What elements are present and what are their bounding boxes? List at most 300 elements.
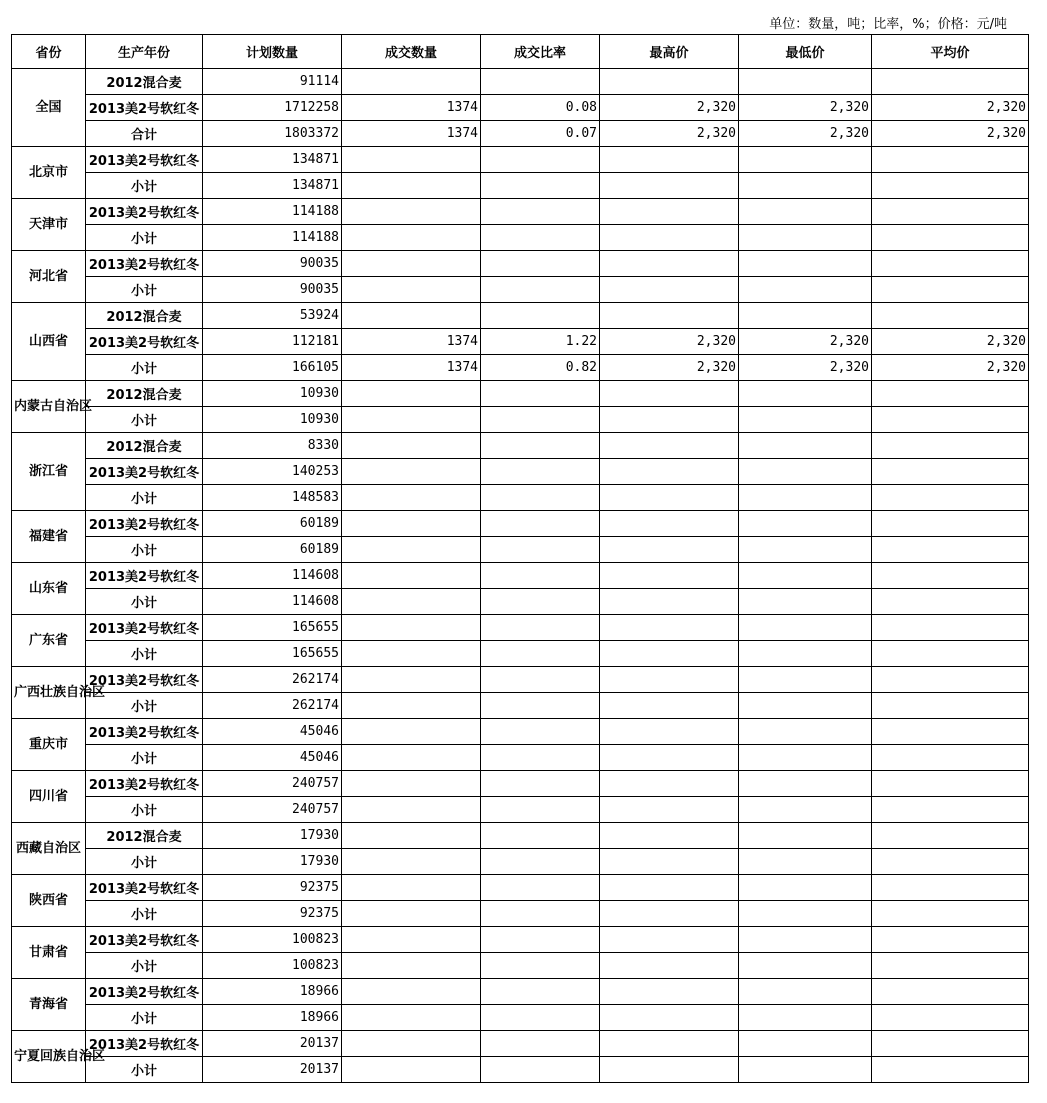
- min-price-cell: [739, 69, 872, 95]
- deal-cell: [342, 719, 481, 745]
- planned-cell: 112181: [203, 329, 342, 355]
- avg-price-cell: [872, 953, 1029, 979]
- year-cell: 小计: [86, 641, 203, 667]
- province-cell: 山西省: [12, 303, 86, 381]
- min-price-cell: [739, 589, 872, 615]
- ratio-cell: [481, 511, 600, 537]
- deal-cell: [342, 303, 481, 329]
- deal-cell: [342, 459, 481, 485]
- deal-cell: [342, 225, 481, 251]
- min-price-cell: [739, 407, 872, 433]
- year-cell: 小计: [86, 407, 203, 433]
- deal-cell: [342, 901, 481, 927]
- deal-cell: [342, 745, 481, 771]
- min-price-cell: [739, 173, 872, 199]
- header-year: 生产年份: [86, 35, 203, 69]
- avg-price-cell: [872, 303, 1029, 329]
- avg-price-cell: [872, 173, 1029, 199]
- avg-price-cell: [872, 147, 1029, 173]
- avg-price-cell: 2,320: [872, 329, 1029, 355]
- table-row: [12, 355, 1029, 381]
- max-price-cell: [600, 875, 739, 901]
- header-max-price: 最高价: [600, 35, 739, 69]
- max-price-cell: [600, 225, 739, 251]
- ratio-cell: [481, 485, 600, 511]
- province-cell: 河北省: [12, 251, 86, 303]
- table-row: [12, 979, 1029, 1005]
- ratio-cell: 0.08: [481, 95, 600, 121]
- year-cell: 2013美2号软红冬: [86, 459, 203, 485]
- deal-cell: 1374: [342, 121, 481, 147]
- deal-cell: [342, 251, 481, 277]
- max-price-cell: [600, 563, 739, 589]
- min-price-cell: [739, 251, 872, 277]
- planned-cell: 134871: [203, 147, 342, 173]
- year-cell: 小计: [86, 355, 203, 381]
- planned-cell: 20137: [203, 1057, 342, 1083]
- deal-cell: [342, 173, 481, 199]
- max-price-cell: [600, 147, 739, 173]
- min-price-cell: [739, 303, 872, 329]
- ratio-cell: [481, 225, 600, 251]
- min-price-cell: [739, 615, 872, 641]
- min-price-cell: [739, 459, 872, 485]
- year-cell: 2012混合麦: [86, 303, 203, 329]
- max-price-cell: [600, 69, 739, 95]
- deal-cell: [342, 615, 481, 641]
- min-price-cell: [739, 693, 872, 719]
- deal-cell: [342, 927, 481, 953]
- deal-cell: [342, 693, 481, 719]
- table-row: [12, 1005, 1029, 1031]
- year-cell: 2013美2号软红冬: [86, 199, 203, 225]
- min-price-cell: [739, 563, 872, 589]
- avg-price-cell: [872, 563, 1029, 589]
- max-price-cell: [600, 459, 739, 485]
- avg-price-cell: [872, 537, 1029, 563]
- year-cell: 小计: [86, 589, 203, 615]
- deal-cell: [342, 849, 481, 875]
- header-min-price: 最低价: [739, 35, 872, 69]
- table-row: [12, 459, 1029, 485]
- avg-price-cell: [872, 433, 1029, 459]
- table-row: [12, 615, 1029, 641]
- min-price-cell: 2,320: [739, 95, 872, 121]
- ratio-cell: [481, 849, 600, 875]
- avg-price-cell: [872, 381, 1029, 407]
- planned-cell: 92375: [203, 901, 342, 927]
- min-price-cell: [739, 901, 872, 927]
- min-price-cell: [739, 1057, 872, 1083]
- deal-cell: [342, 69, 481, 95]
- avg-price-cell: 2,320: [872, 355, 1029, 381]
- year-cell: 小计: [86, 173, 203, 199]
- ratio-cell: [481, 407, 600, 433]
- max-price-cell: [600, 745, 739, 771]
- min-price-cell: [739, 797, 872, 823]
- min-price-cell: [739, 875, 872, 901]
- planned-cell: 90035: [203, 251, 342, 277]
- avg-price-cell: [872, 1031, 1029, 1057]
- ratio-cell: [481, 797, 600, 823]
- ratio-cell: [481, 433, 600, 459]
- year-cell: 2013美2号软红冬: [86, 511, 203, 537]
- ratio-cell: [481, 1031, 600, 1057]
- unit-note: 单位：数量，吨；比率，%；价格：元/吨: [769, 17, 1007, 32]
- year-cell: 小计: [86, 225, 203, 251]
- table-row: [12, 1057, 1029, 1083]
- planned-cell: 10930: [203, 381, 342, 407]
- ratio-cell: [481, 173, 600, 199]
- ratio-cell: [481, 1057, 600, 1083]
- deal-cell: [342, 147, 481, 173]
- planned-cell: 18966: [203, 979, 342, 1005]
- max-price-cell: [600, 693, 739, 719]
- table-row: [12, 953, 1029, 979]
- deal-cell: [342, 589, 481, 615]
- ratio-cell: [481, 693, 600, 719]
- ratio-cell: [481, 901, 600, 927]
- table-row: [12, 667, 1029, 693]
- ratio-cell: [481, 875, 600, 901]
- max-price-cell: [600, 615, 739, 641]
- table-row: [12, 823, 1029, 849]
- min-price-cell: [739, 979, 872, 1005]
- header-planned: 计划数量: [203, 35, 342, 69]
- province-cell: 青海省: [12, 979, 86, 1031]
- max-price-cell: [600, 199, 739, 225]
- planned-cell: 165655: [203, 641, 342, 667]
- deal-cell: [342, 511, 481, 537]
- planned-cell: 53924: [203, 303, 342, 329]
- min-price-cell: [739, 849, 872, 875]
- deal-cell: [342, 641, 481, 667]
- ratio-cell: [481, 1005, 600, 1031]
- min-price-cell: [739, 927, 872, 953]
- max-price-cell: [600, 953, 739, 979]
- province-cell: 陕西省: [12, 875, 86, 927]
- max-price-cell: [600, 641, 739, 667]
- province-cell: 北京市: [12, 147, 86, 199]
- avg-price-cell: [872, 615, 1029, 641]
- planned-cell: 140253: [203, 459, 342, 485]
- table-row: [12, 251, 1029, 277]
- year-cell: 2013美2号软红冬: [86, 667, 203, 693]
- year-cell: 2012混合麦: [86, 823, 203, 849]
- deal-cell: [342, 953, 481, 979]
- avg-price-cell: [872, 745, 1029, 771]
- max-price-cell: [600, 797, 739, 823]
- max-price-cell: [600, 849, 739, 875]
- planned-cell: 114188: [203, 225, 342, 251]
- avg-price-cell: [872, 1005, 1029, 1031]
- min-price-cell: 2,320: [739, 329, 872, 355]
- table-row: [12, 875, 1029, 901]
- province-cell: 全国: [12, 69, 86, 147]
- table-row: [12, 329, 1029, 355]
- year-cell: 小计: [86, 1005, 203, 1031]
- year-cell: 2013美2号软红冬: [86, 927, 203, 953]
- header-ratio: 成交比率: [481, 35, 600, 69]
- table-row: [12, 433, 1029, 459]
- auction-results-table: [11, 34, 1029, 1083]
- ratio-cell: 1.22: [481, 329, 600, 355]
- table-row: [12, 589, 1029, 615]
- table-row: [12, 277, 1029, 303]
- year-cell: 小计: [86, 693, 203, 719]
- avg-price-cell: [872, 589, 1029, 615]
- table-row: [12, 381, 1029, 407]
- min-price-cell: 2,320: [739, 121, 872, 147]
- ratio-cell: [481, 459, 600, 485]
- max-price-cell: [600, 589, 739, 615]
- table-row: [12, 199, 1029, 225]
- ratio-cell: [481, 823, 600, 849]
- table-row: [12, 927, 1029, 953]
- table-row: [12, 69, 1029, 95]
- deal-cell: [342, 979, 481, 1005]
- min-price-cell: [739, 953, 872, 979]
- deal-cell: [342, 485, 481, 511]
- max-price-cell: [600, 1057, 739, 1083]
- avg-price-cell: [872, 459, 1029, 485]
- table-row: [12, 511, 1029, 537]
- planned-cell: 262174: [203, 667, 342, 693]
- planned-cell: 18966: [203, 1005, 342, 1031]
- table-row: [12, 901, 1029, 927]
- year-cell: 2013美2号软红冬: [86, 147, 203, 173]
- planned-cell: 1712258: [203, 95, 342, 121]
- ratio-cell: [481, 147, 600, 173]
- province-cell: 重庆市: [12, 719, 86, 771]
- avg-price-cell: [872, 927, 1029, 953]
- deal-cell: [342, 797, 481, 823]
- table-row: [12, 537, 1029, 563]
- ratio-cell: [481, 953, 600, 979]
- min-price-cell: 2,320: [739, 355, 872, 381]
- planned-cell: 114608: [203, 589, 342, 615]
- year-cell: 小计: [86, 1057, 203, 1083]
- table-body: [12, 69, 1029, 1083]
- deal-cell: [342, 407, 481, 433]
- min-price-cell: [739, 1005, 872, 1031]
- year-cell: 2012混合麦: [86, 381, 203, 407]
- min-price-cell: [739, 485, 872, 511]
- deal-cell: [342, 433, 481, 459]
- max-price-cell: [600, 667, 739, 693]
- planned-cell: 8330: [203, 433, 342, 459]
- planned-cell: 262174: [203, 693, 342, 719]
- max-price-cell: [600, 277, 739, 303]
- avg-price-cell: [872, 667, 1029, 693]
- table-row: [12, 173, 1029, 199]
- avg-price-cell: [872, 901, 1029, 927]
- planned-cell: 1803372: [203, 121, 342, 147]
- planned-cell: 240757: [203, 771, 342, 797]
- table-row: [12, 1031, 1029, 1057]
- ratio-cell: 0.07: [481, 121, 600, 147]
- deal-cell: [342, 1031, 481, 1057]
- max-price-cell: [600, 433, 739, 459]
- ratio-cell: [481, 979, 600, 1005]
- planned-cell: 165655: [203, 615, 342, 641]
- year-cell: 2013美2号软红冬: [86, 719, 203, 745]
- ratio-cell: [481, 615, 600, 641]
- max-price-cell: [600, 901, 739, 927]
- year-cell: 2013美2号软红冬: [86, 875, 203, 901]
- planned-cell: 114608: [203, 563, 342, 589]
- table-row: [12, 121, 1029, 147]
- ratio-cell: [481, 771, 600, 797]
- planned-cell: 90035: [203, 277, 342, 303]
- deal-cell: [342, 823, 481, 849]
- avg-price-cell: [872, 251, 1029, 277]
- table-row: [12, 407, 1029, 433]
- ratio-cell: 0.82: [481, 355, 600, 381]
- year-cell: 2012混合麦: [86, 69, 203, 95]
- year-cell: 2013美2号软红冬: [86, 329, 203, 355]
- avg-price-cell: [872, 485, 1029, 511]
- max-price-cell: [600, 823, 739, 849]
- year-cell: 小计: [86, 485, 203, 511]
- avg-price-cell: [872, 849, 1029, 875]
- table-row: [12, 849, 1029, 875]
- table-row: [12, 771, 1029, 797]
- year-cell: 小计: [86, 849, 203, 875]
- min-price-cell: [739, 225, 872, 251]
- max-price-cell: 2,320: [600, 121, 739, 147]
- ratio-cell: [481, 69, 600, 95]
- year-cell: 2013美2号软红冬: [86, 979, 203, 1005]
- header-avg-price: 平均价: [872, 35, 1029, 69]
- planned-cell: 60189: [203, 511, 342, 537]
- avg-price-cell: [872, 719, 1029, 745]
- deal-cell: [342, 381, 481, 407]
- avg-price-cell: [872, 199, 1029, 225]
- deal-cell: [342, 537, 481, 563]
- max-price-cell: [600, 719, 739, 745]
- max-price-cell: [600, 927, 739, 953]
- planned-cell: 134871: [203, 173, 342, 199]
- ratio-cell: [481, 199, 600, 225]
- year-cell: 2012混合麦: [86, 433, 203, 459]
- max-price-cell: [600, 251, 739, 277]
- ratio-cell: [481, 927, 600, 953]
- avg-price-cell: [872, 511, 1029, 537]
- ratio-cell: [481, 563, 600, 589]
- planned-cell: 60189: [203, 537, 342, 563]
- planned-cell: 100823: [203, 953, 342, 979]
- province-cell: 内蒙古自治区: [12, 381, 86, 433]
- max-price-cell: 2,320: [600, 95, 739, 121]
- planned-cell: 17930: [203, 849, 342, 875]
- avg-price-cell: [872, 225, 1029, 251]
- table-row: [12, 147, 1029, 173]
- max-price-cell: [600, 1005, 739, 1031]
- table-row: [12, 485, 1029, 511]
- province-cell: 宁夏回族自治区: [12, 1031, 86, 1083]
- max-price-cell: [600, 979, 739, 1005]
- ratio-cell: [481, 277, 600, 303]
- max-price-cell: [600, 303, 739, 329]
- avg-price-cell: [872, 641, 1029, 667]
- avg-price-cell: [872, 1057, 1029, 1083]
- max-price-cell: [600, 771, 739, 797]
- table-row: [12, 797, 1029, 823]
- year-cell: 2013美2号软红冬: [86, 615, 203, 641]
- avg-price-cell: [872, 797, 1029, 823]
- province-cell: 西藏自治区: [12, 823, 86, 875]
- province-cell: 四川省: [12, 771, 86, 823]
- province-cell: 浙江省: [12, 433, 86, 511]
- province-cell: 广东省: [12, 615, 86, 667]
- province-cell: 山东省: [12, 563, 86, 615]
- year-cell: 小计: [86, 537, 203, 563]
- planned-cell: 91114: [203, 69, 342, 95]
- planned-cell: 240757: [203, 797, 342, 823]
- header-row: [12, 35, 1029, 69]
- table-row: [12, 303, 1029, 329]
- ratio-cell: [481, 745, 600, 771]
- avg-price-cell: [872, 771, 1029, 797]
- deal-cell: [342, 199, 481, 225]
- planned-cell: 148583: [203, 485, 342, 511]
- min-price-cell: [739, 147, 872, 173]
- avg-price-cell: [872, 875, 1029, 901]
- deal-cell: 1374: [342, 355, 481, 381]
- year-cell: 2013美2号软红冬: [86, 95, 203, 121]
- year-cell: 小计: [86, 277, 203, 303]
- min-price-cell: [739, 511, 872, 537]
- table-row: [12, 693, 1029, 719]
- deal-cell: [342, 771, 481, 797]
- table-row: [12, 745, 1029, 771]
- min-price-cell: [739, 641, 872, 667]
- ratio-cell: [481, 303, 600, 329]
- max-price-cell: 2,320: [600, 329, 739, 355]
- table-row: [12, 719, 1029, 745]
- max-price-cell: [600, 1031, 739, 1057]
- deal-cell: 1374: [342, 95, 481, 121]
- avg-price-cell: 2,320: [872, 95, 1029, 121]
- min-price-cell: [739, 1031, 872, 1057]
- planned-cell: 10930: [203, 407, 342, 433]
- province-cell: 福建省: [12, 511, 86, 563]
- table-row: [12, 225, 1029, 251]
- max-price-cell: [600, 511, 739, 537]
- year-cell: 小计: [86, 745, 203, 771]
- planned-cell: 92375: [203, 875, 342, 901]
- min-price-cell: [739, 667, 872, 693]
- planned-cell: 45046: [203, 719, 342, 745]
- deal-cell: [342, 1005, 481, 1031]
- min-price-cell: [739, 277, 872, 303]
- deal-cell: [342, 563, 481, 589]
- header-province: 省份: [12, 35, 86, 69]
- avg-price-cell: [872, 979, 1029, 1005]
- year-cell: 2013美2号软红冬: [86, 563, 203, 589]
- planned-cell: 20137: [203, 1031, 342, 1057]
- ratio-cell: [481, 537, 600, 563]
- year-cell: 2013美2号软红冬: [86, 771, 203, 797]
- max-price-cell: [600, 381, 739, 407]
- min-price-cell: [739, 823, 872, 849]
- table-row: [12, 95, 1029, 121]
- planned-cell: 166105: [203, 355, 342, 381]
- deal-cell: [342, 667, 481, 693]
- planned-cell: 45046: [203, 745, 342, 771]
- avg-price-cell: [872, 693, 1029, 719]
